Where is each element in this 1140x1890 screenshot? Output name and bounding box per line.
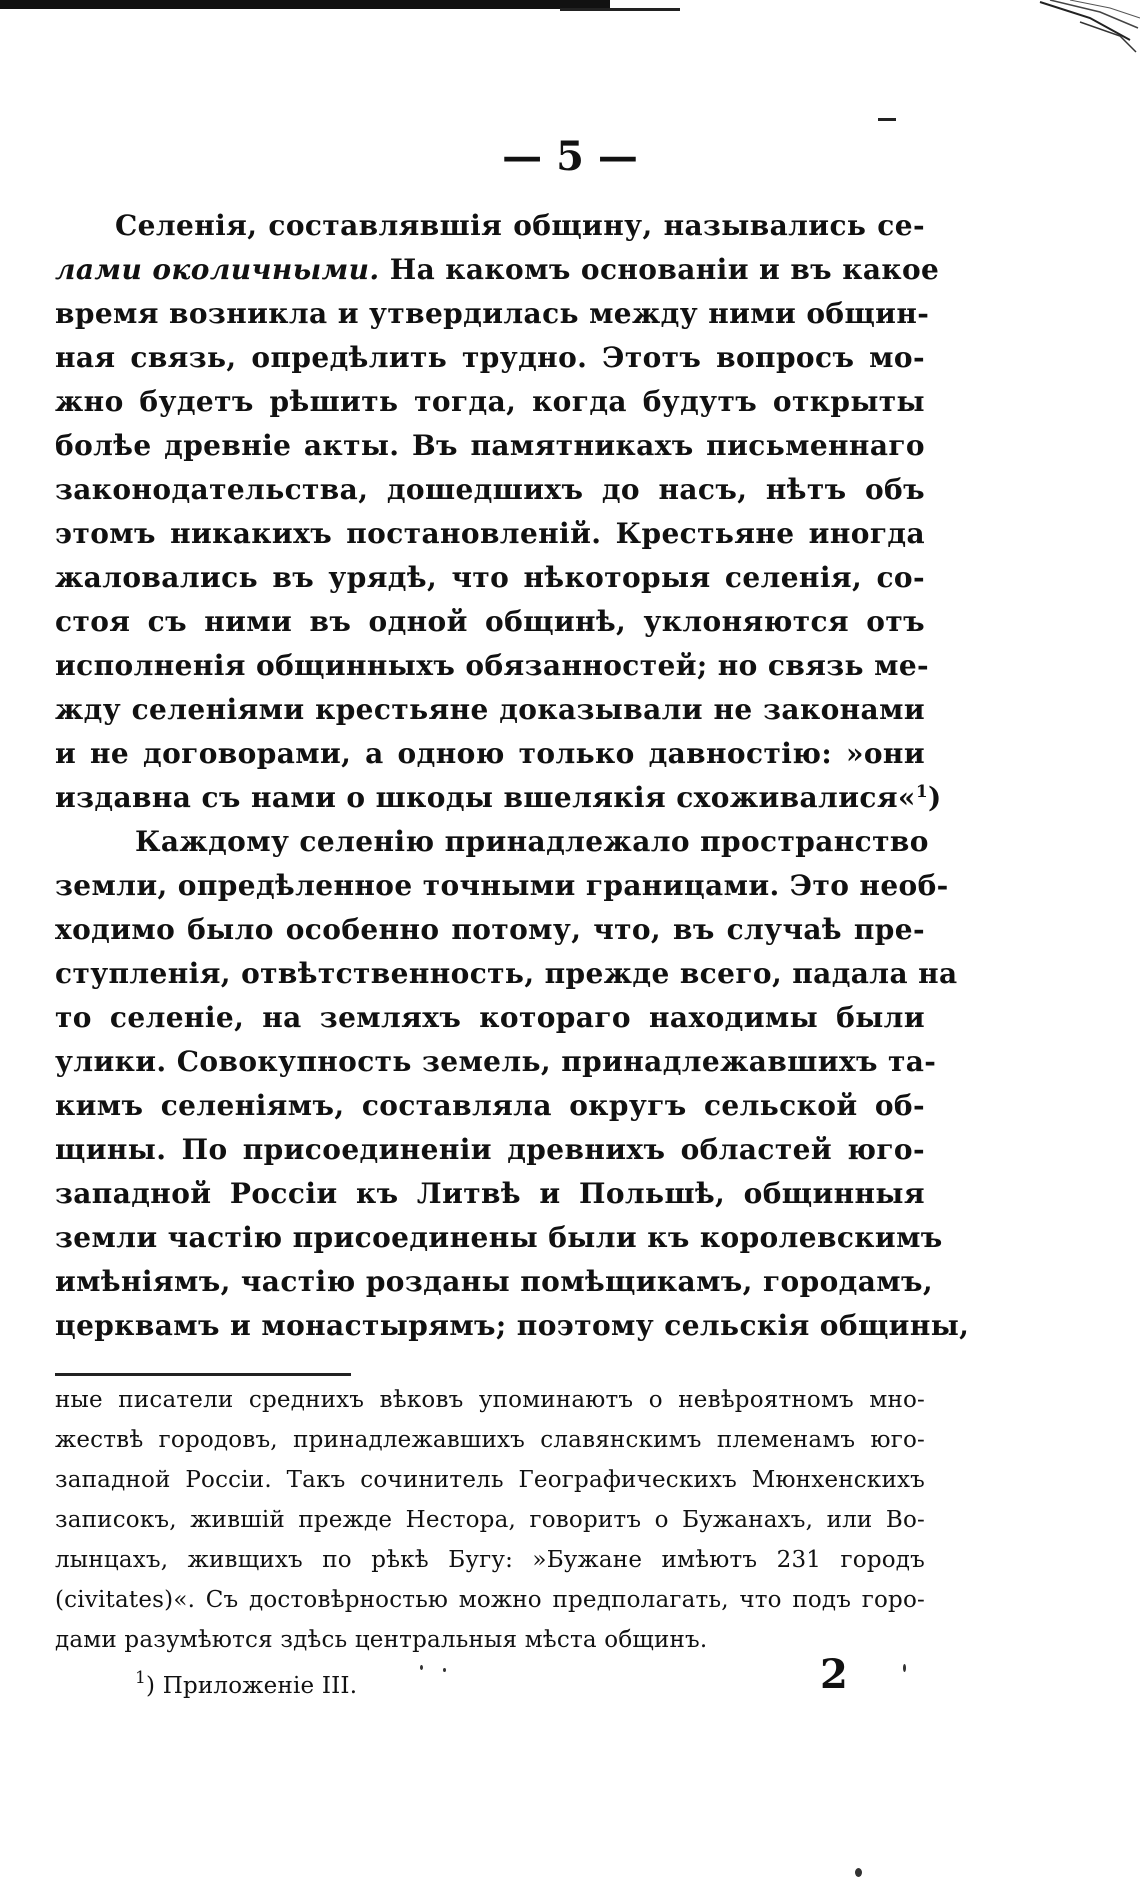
footnote-line: ные писатели среднихъ вѣковъ упоминаютъ о невѣроятномъ мно- [55, 1387, 925, 1413]
text-line: и не договорами, а одною только давностію: »они [55, 737, 925, 770]
text-line: имѣніямъ, частію розданы помѣщикамъ, городамъ, [55, 1265, 934, 1298]
corner-scan-artifact [1030, 0, 1140, 60]
footnote-mark: 1 [135, 1668, 147, 1688]
text-line: щины. По присоединеніи древнихъ областей юго- [55, 1133, 925, 1166]
text-line: время возникла и утвердилась между ними общин- [55, 297, 930, 330]
footnote-text: ) Приложеніе III. [146, 1673, 358, 1699]
text-fragment: На какомъ основаніи и въ какое [379, 253, 940, 286]
footnote-line: (civitates)«. Съ достовѣрностью можно предполагать, что подъ горо- [55, 1587, 925, 1613]
italic-term: лами околичными. [55, 253, 380, 286]
text-line: кимъ селеніямъ, составляла округъ сельской об- [55, 1089, 925, 1122]
footnote-rule [55, 1373, 351, 1376]
text-line: земли, опредѣленное точными границами. Это необ- [55, 869, 949, 902]
text-line: улики. Совокупность земель, принадлежавшихъ та- [55, 1045, 937, 1078]
footnote-ref: 1 [915, 782, 929, 802]
text-line: жду селеніями крестьяне доказывали не законами [55, 693, 925, 726]
footnote-line: западной Россіи. Такъ сочинитель Географическихъ Мюнхенскихъ [55, 1467, 925, 1493]
text-fragment: ) [928, 781, 942, 814]
footnotes-block [55, 1380, 925, 1706]
text-line: ступленія, отвѣтственность, прежде всего, падала на [55, 957, 958, 990]
footnote-line: жествѣ городовъ, принадлежавшихъ славянскимъ племенамъ юго- [55, 1427, 925, 1453]
text-line [55, 248, 940, 292]
scan-speck [443, 1668, 446, 1672]
text-line: земли частію присоединены были къ королевскимъ [55, 1221, 943, 1254]
text-line [55, 776, 942, 820]
text-line: Каждому селенію принадлежало пространство [135, 825, 929, 858]
text-line: жаловались въ урядѣ, что нѣкоторыя селенія, со- [55, 561, 925, 594]
text-line: законодательства, дошедшихъ до насъ, нѣтъ объ [55, 473, 925, 506]
text-line: Селенія, составлявшія общину, назывались се- [115, 209, 925, 242]
text-line: жно будетъ рѣшить тогда, когда будутъ открыты [55, 385, 925, 418]
text-line: церквамъ и монастырямъ; поэтому сельскія общины, [55, 1309, 970, 1342]
text-line: то селеніе, на земляхъ котораго находимы были [55, 1001, 925, 1034]
text-line: болѣе древніе акты. Въ памятникахъ письменнаго [55, 429, 925, 462]
text-line: стоя съ ними въ одной общинѣ, уклоняются отъ [55, 605, 925, 638]
footnote-1 [55, 1666, 925, 1706]
printer-signature-mark: 2 [820, 1651, 848, 1698]
footnote-line: лынцахъ, живщихъ по рѣкѣ Бугу: »Бужане имѣютъ 231 городъ [55, 1547, 925, 1573]
footnote-line: записокъ, жившій прежде Нестора, говоритъ о Бужанахъ, или Во- [55, 1507, 925, 1533]
text-line: ходимо было особенно потому, что, въ случаѣ пре- [55, 913, 925, 946]
text-line: западной Россіи къ Литвѣ и Польшѣ, общинныя [55, 1177, 925, 1210]
top-dash-mark [878, 118, 896, 121]
main-text-block [55, 204, 970, 1348]
scan-speck [855, 1868, 862, 1877]
footnote-line: дами разумѣются здѣсь центральныя мѣста общинъ. [55, 1627, 708, 1653]
text-line: этомъ никакихъ постановленій. Крестьяне иногда [55, 517, 925, 550]
top-border-rule-tail [560, 8, 680, 11]
top-border-rule [0, 0, 610, 9]
text-line: исполненія общинныхъ обязанностей; но связь ме- [55, 649, 930, 682]
page-number: — 5 — [502, 133, 638, 180]
text-fragment: издавна съ нами о шкоды вшелякія схоживалися« [55, 781, 916, 814]
scan-speck [420, 1665, 423, 1670]
scan-speck [903, 1664, 906, 1672]
text-line: ная связь, опредѣлить трудно. Этотъ вопросъ мо- [55, 341, 925, 374]
